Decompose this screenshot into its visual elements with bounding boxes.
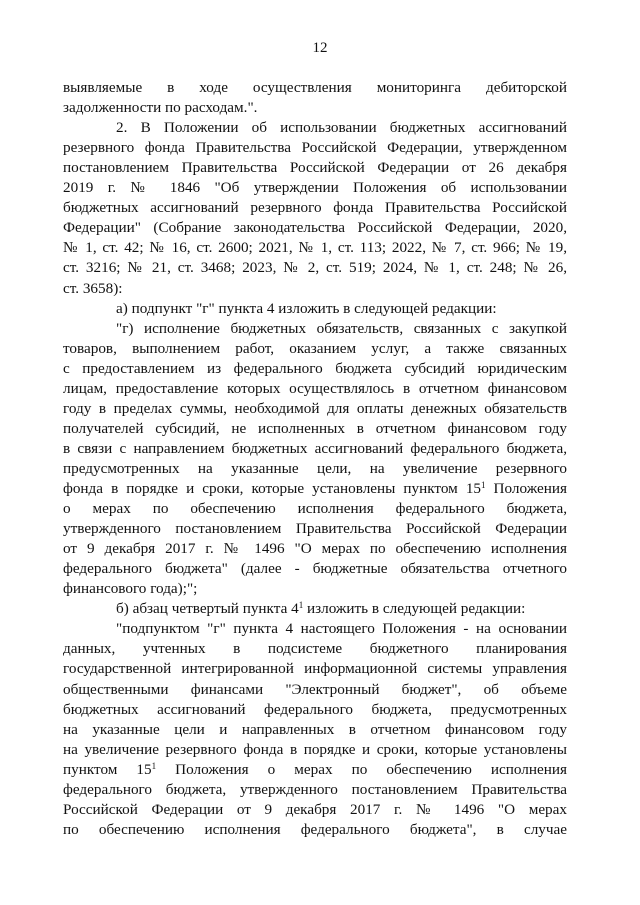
line-text: общественными финансами "Электронный бюджет", об объеме xyxy=(63,680,567,698)
text-line xyxy=(63,359,567,379)
line-text: № 1, ст. 42; № 16, ст. 2600; 2021, № 1, ст. 113; 2022, № 7, ст. 966; № 19, xyxy=(63,239,567,257)
text-line xyxy=(116,619,567,639)
line-text: финансового года);"; xyxy=(63,580,198,598)
superscript-number: 1 xyxy=(481,480,486,490)
line-text: а) подпункт "г" пункта 4 изложить в следующей редакции: xyxy=(116,299,497,317)
text-line xyxy=(63,459,567,479)
line-text: Российской Федерации от 9 декабря 2017 г. № 1496 "О мерах xyxy=(63,800,567,818)
text-line xyxy=(63,700,567,720)
line-text: по обеспечению исполнения федерального бюджета", в случае xyxy=(63,820,567,838)
text-line xyxy=(63,659,567,679)
text-line xyxy=(63,138,567,158)
line-text-tail: Положения о мерах по обеспечению исполнения xyxy=(156,760,567,778)
text-line xyxy=(63,559,567,579)
text-line xyxy=(63,158,567,178)
text-line xyxy=(63,218,567,238)
text-line xyxy=(116,299,567,319)
line-text: бюджетных ассигнований резервного фонда Правительства Российской xyxy=(63,199,567,217)
line-text: ст. 3658): xyxy=(63,279,123,297)
line-text: с предоставлением из федерального бюджета субсидий юридическим xyxy=(63,359,567,377)
line-text: "подпунктом "г" пункта 4 настоящего Положения - на основании xyxy=(116,620,567,638)
text-line xyxy=(63,98,567,118)
text-line xyxy=(63,680,567,700)
text-line xyxy=(116,599,567,619)
line-text: на указанные цели и направленных в отчетном финансовом году xyxy=(63,720,567,738)
text-line xyxy=(116,118,567,138)
page-number: 12 xyxy=(312,40,328,56)
text-line xyxy=(63,539,567,559)
line-text: задолженности по расходам.". xyxy=(63,99,258,117)
line-text: получателей субсидий, не исполненных в отчетном финансовом году xyxy=(63,419,567,437)
line-text: товаров, выполнением работ, оказанием услуг, а также связанных xyxy=(63,339,567,357)
text-line xyxy=(63,419,567,439)
text-line xyxy=(63,760,567,780)
text-line xyxy=(63,479,567,499)
text-line xyxy=(63,800,567,820)
text-line xyxy=(63,238,567,258)
line-text: лицам, предоставление которых осуществлялось в отчетном финансовом xyxy=(63,379,567,397)
line-text: данных, учтенных в подсистеме бюджетного планирования xyxy=(63,640,567,658)
text-line xyxy=(63,339,567,359)
line-text: 2. В Положении об использовании бюджетных ассигнований xyxy=(116,119,567,137)
line-text: году в пределах суммы, необходимой для оплаты денежных обязательств xyxy=(63,399,567,417)
text-line xyxy=(63,178,567,198)
text-line xyxy=(63,820,567,840)
text-line xyxy=(63,519,567,539)
text-line xyxy=(63,78,567,98)
line-text: предусмотренных на указанные цели, на увеличение резервного xyxy=(63,459,567,477)
line-text: на увеличение резервного фонда в порядке и сроки, которые установлены xyxy=(63,740,567,758)
line-text: в связи с направлением бюджетных ассигнований федерального бюджета, xyxy=(63,439,567,457)
line-text: государственной интегрированной информационной системы управления xyxy=(63,660,567,678)
line-text: ст. 3216; № 21, ст. 3468; 2023, № 2, ст. 519; 2024, № 1, ст. 248; № 26, xyxy=(63,259,567,277)
text-line xyxy=(63,639,567,659)
line-text: утвержденного постановлением Правительства Российской Федерации xyxy=(63,520,567,538)
line-text: федерального бюджета, утвержденного постановлением Правительства xyxy=(63,780,567,798)
text-line xyxy=(63,399,567,419)
line-text: от 9 декабря 2017 г. № 1496 "О мерах по обеспечению исполнения xyxy=(63,540,567,558)
line-text: б) абзац четвертый пункта 4 xyxy=(116,600,299,618)
superscript-number: 1 xyxy=(151,760,157,771)
superscript-number: 1 xyxy=(298,600,304,611)
line-text: бюджетных ассигнований федерального бюджета, предусмотренных xyxy=(63,700,567,718)
line-text: резервного фонда Правительства Российской Федерации, утвержденном xyxy=(63,139,567,157)
text-line xyxy=(63,780,567,800)
line-text: пунктом 15 xyxy=(63,760,152,778)
line-text: Федерации" (Собрание законодательства Российской Федерации, 2020, xyxy=(63,219,567,237)
line-text-tail: Положения xyxy=(485,480,567,497)
line-text: выявляемые в ходе осуществления мониторинга дебиторской xyxy=(63,79,567,96)
line-text: фонда в порядке и сроки, которые установлены пунктом 15 xyxy=(63,480,482,497)
text-line xyxy=(63,499,567,519)
text-line xyxy=(63,279,567,299)
text-line xyxy=(63,720,567,740)
line-text-tail: изложить в следующей редакции: xyxy=(303,600,526,618)
text-line xyxy=(63,198,567,218)
line-text: о мерах по обеспечению исполнения федерального бюджета, xyxy=(63,500,567,518)
text-line xyxy=(63,439,567,459)
line-text: 2019 г. № 1846 "Об утверждении Положения об использовании xyxy=(63,179,567,197)
text-line xyxy=(63,579,567,599)
text-line xyxy=(63,258,567,278)
line-text: федерального бюджета" (далее - бюджетные обязательства отчетного xyxy=(63,560,567,578)
line-text: постановлением Правительства Российской Федерации от 26 декабря xyxy=(63,159,567,177)
text-line xyxy=(116,319,567,339)
line-text: "г) исполнение бюджетных обязательств, связанных с закупкой xyxy=(116,319,567,337)
text-line xyxy=(63,379,567,399)
text-line xyxy=(63,740,567,760)
